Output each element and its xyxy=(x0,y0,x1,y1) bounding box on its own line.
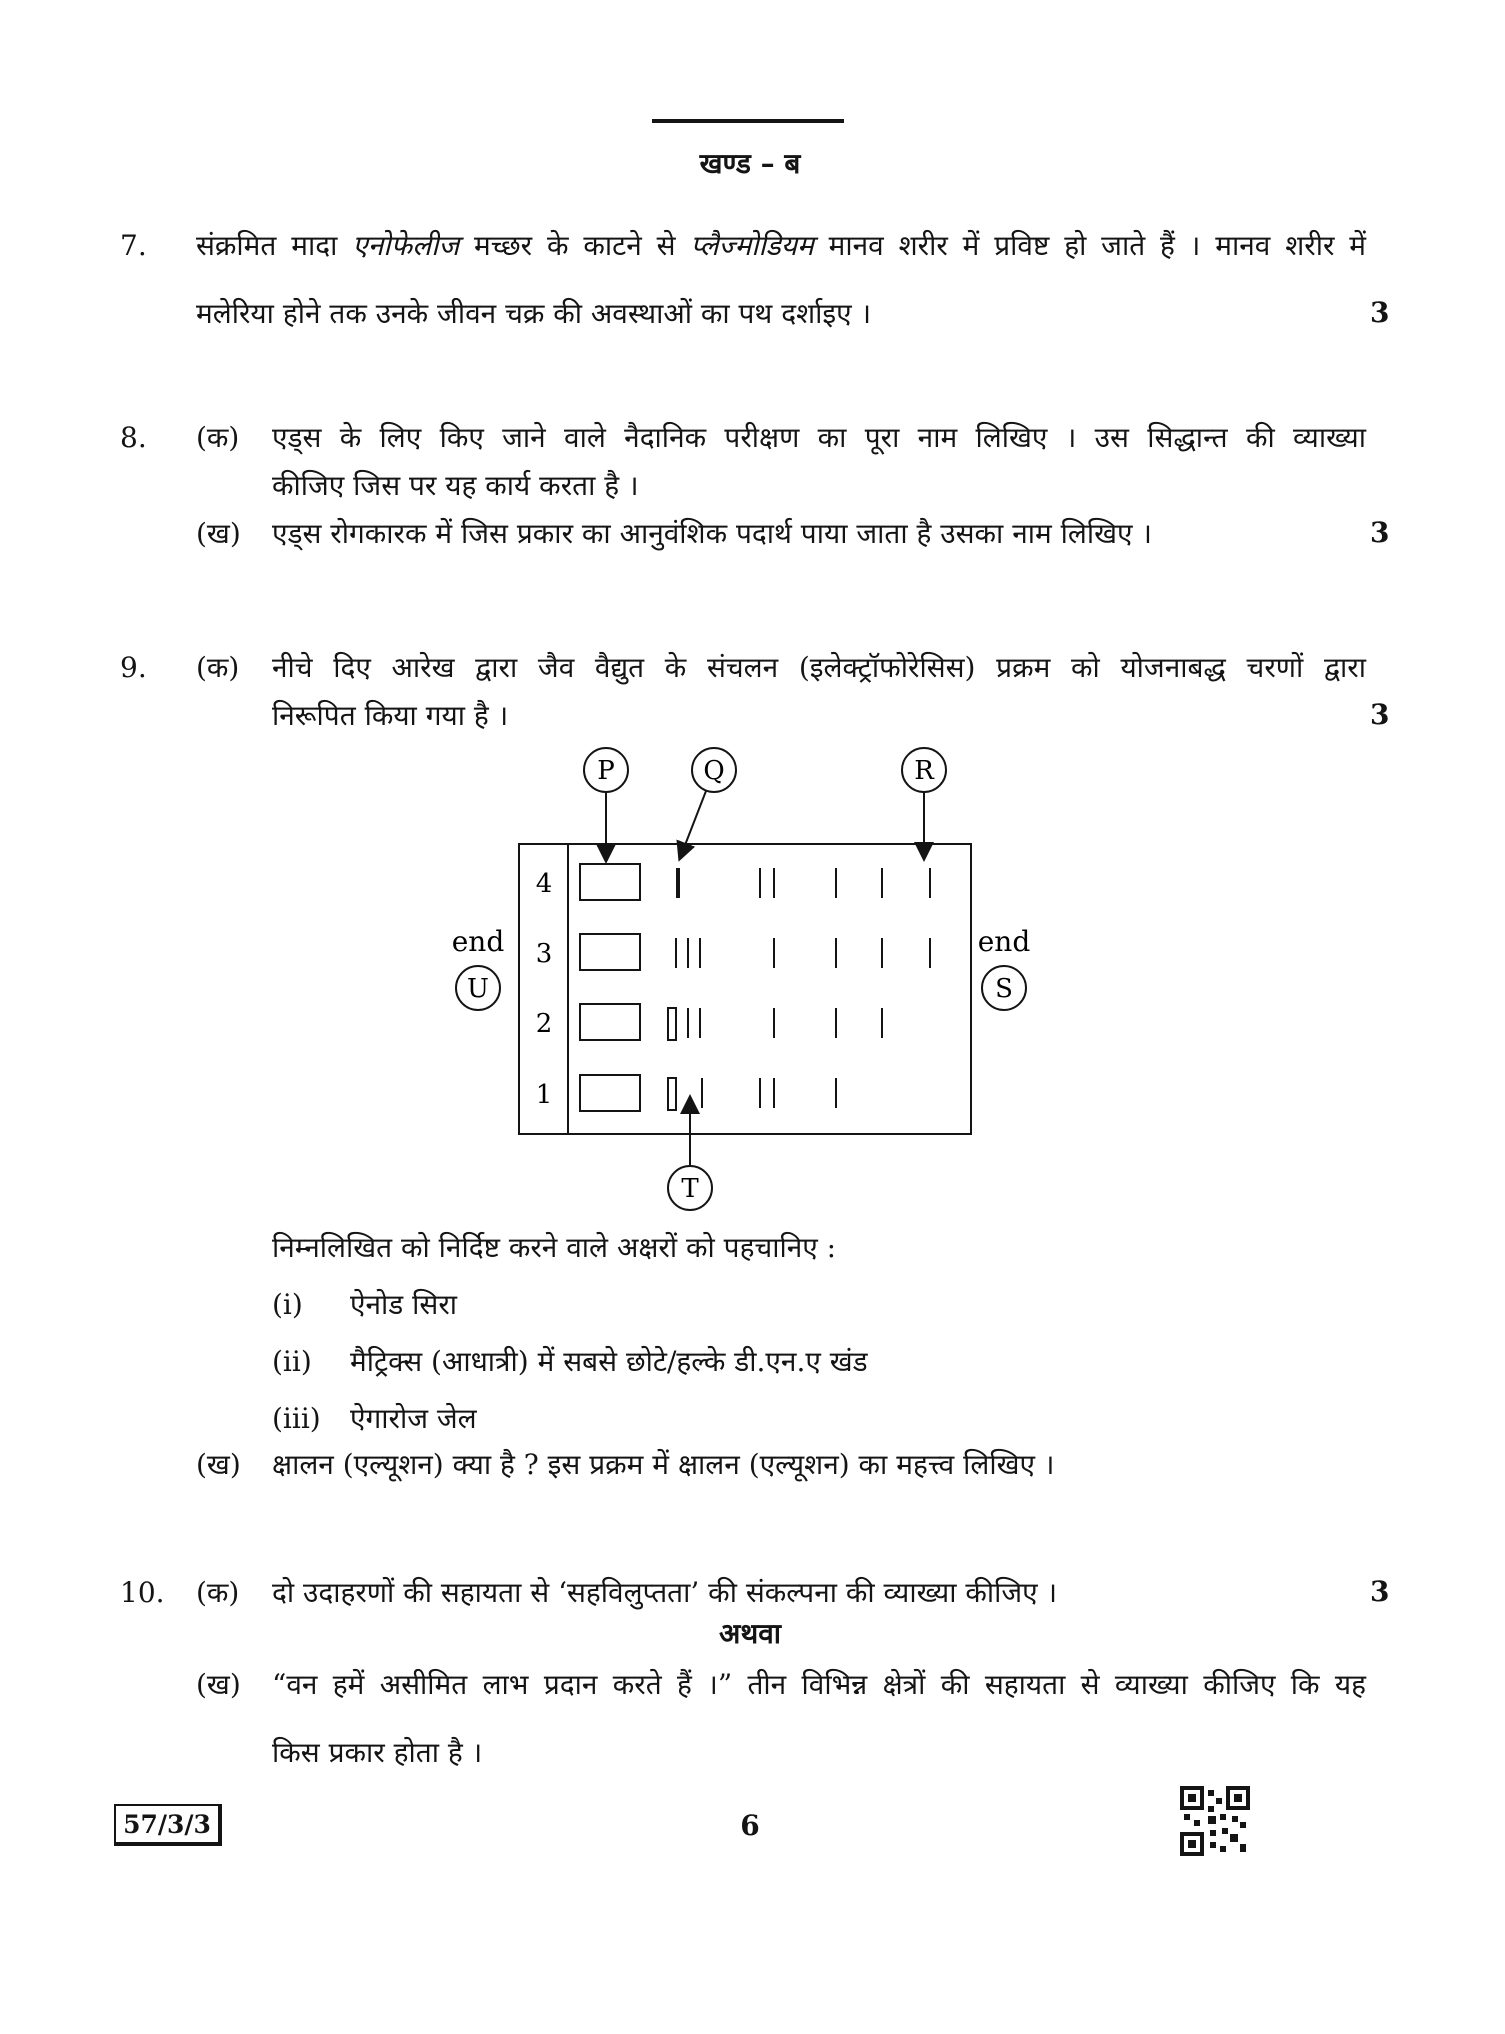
lane-number: 1 xyxy=(535,1080,553,1110)
sub-label: (ख) xyxy=(196,1448,241,1481)
question-number: 10. xyxy=(120,1576,165,1609)
end-label-left: end xyxy=(451,925,505,958)
label-s: S xyxy=(995,974,1013,1004)
question-text-line: एड्स के लिए किए जाने वाले नैदानिक परीक्षण का पूरा नाम लिखिए । उस सिद्धान्त की व्याख्या xyxy=(272,421,1366,454)
label-p: P xyxy=(597,756,615,786)
question-text-line: मलेरिया होने तक उनके जीवन चक्र की अवस्थाओं का पथ दर्शाइए । xyxy=(196,297,872,330)
list-item-label: (iii) xyxy=(272,1402,321,1435)
marks: 3 xyxy=(1370,296,1390,329)
italic-term: प्लैज्मोडियम xyxy=(690,229,814,262)
list-item-text: ऐनोड सिरा xyxy=(350,1288,458,1321)
paper-code-box xyxy=(114,1804,222,1846)
question-prompt: निम्नलिखित को निर्दिष्ट करने वाले अक्षरों को पहचानिए : xyxy=(272,1231,837,1264)
electrophoresis-diagram xyxy=(430,740,1050,1220)
arrow xyxy=(680,791,706,858)
well xyxy=(580,1075,640,1111)
question-text-line xyxy=(196,228,1366,264)
label-r: R xyxy=(914,756,934,786)
qr-code-icon xyxy=(1180,1786,1250,1856)
lane-number: 4 xyxy=(535,869,553,899)
question-number: 7. xyxy=(120,229,147,262)
well xyxy=(580,1004,640,1040)
sub-label: (क) xyxy=(196,421,240,454)
section-rule xyxy=(652,119,844,123)
page-number: 6 xyxy=(740,1809,760,1842)
sub-label: (ख) xyxy=(196,517,241,550)
label-u: U xyxy=(467,974,489,1004)
gel-box xyxy=(519,844,971,1134)
label-t: T xyxy=(681,1174,699,1204)
list-item-label: (i) xyxy=(272,1288,303,1321)
question-text-line: “वन हमें असीमित लाभ प्रदान करते हैं ।” तीन विभिन्न क्षेत्रों की सहायता से व्याख्या कीजिए कि यह xyxy=(272,1668,1366,1701)
text-run: मच्छर के काटने से xyxy=(459,229,691,262)
dna-band xyxy=(668,1008,676,1040)
well xyxy=(580,934,640,970)
question-text-line: दो उदाहरणों की सहायता से ‘सहविलुप्तता’ की संकल्पना की व्याख्या कीजिए । xyxy=(272,1576,1058,1609)
lane-number: 2 xyxy=(535,1009,553,1039)
well xyxy=(580,864,640,900)
paper-code: 57/3/3 xyxy=(123,1809,211,1839)
list-item-label: (ii) xyxy=(272,1345,312,1378)
sub-label: (क) xyxy=(196,1576,240,1609)
question-text-line: क्षालन (एल्यूशन) क्या है ? इस प्रक्रम में क्षालन (एल्यूशन) का महत्त्व लिखिए । xyxy=(272,1448,1055,1481)
marks: 3 xyxy=(1370,698,1390,731)
end-label-right: end xyxy=(977,925,1031,958)
question-text-line: कीजिए जिस पर यह कार्य करता है । xyxy=(272,469,639,502)
question-text-line: किस प्रकार होता है । xyxy=(272,1736,483,1769)
list-item-text: मैट्रिक्स (आधात्री) में सबसे छोटे/हल्के डी.एन.ए खंड xyxy=(350,1345,868,1378)
text-run: मानव शरीर में प्रविष्ट हो जाते हैं । मानव शरीर में xyxy=(813,229,1366,262)
list-item-text: ऐगारोज जेल xyxy=(350,1402,477,1435)
question-number: 8. xyxy=(120,421,147,454)
label-q: Q xyxy=(703,756,725,786)
section-title: खण्ड – ब xyxy=(699,147,801,180)
marks: 3 xyxy=(1370,516,1390,549)
question-text-line: नीचे दिए आरेख द्वारा जैव वैद्युत के संचलन (इलेक्ट्रॉफोरेसिस) प्रक्रम को योजनाबद्ध चरणों द्वारा xyxy=(272,651,1366,684)
question-text-line: निरूपित किया गया है । xyxy=(272,699,509,732)
sub-label: (ख) xyxy=(196,1668,241,1701)
sub-label: (क) xyxy=(196,651,240,684)
question-number: 9. xyxy=(120,651,147,684)
lane-number: 3 xyxy=(535,939,553,969)
or-divider: अथवा xyxy=(718,1617,782,1650)
text-run: संक्रमित मादा xyxy=(196,229,353,262)
italic-term: एनोफेलीज xyxy=(352,229,460,262)
marks: 3 xyxy=(1370,1575,1390,1608)
dna-band xyxy=(668,1078,676,1110)
question-text-line: एड्स रोगकारक में जिस प्रकार का आनुवंशिक पदार्थ पाया जाता है उसका नाम लिखिए । xyxy=(272,517,1153,550)
